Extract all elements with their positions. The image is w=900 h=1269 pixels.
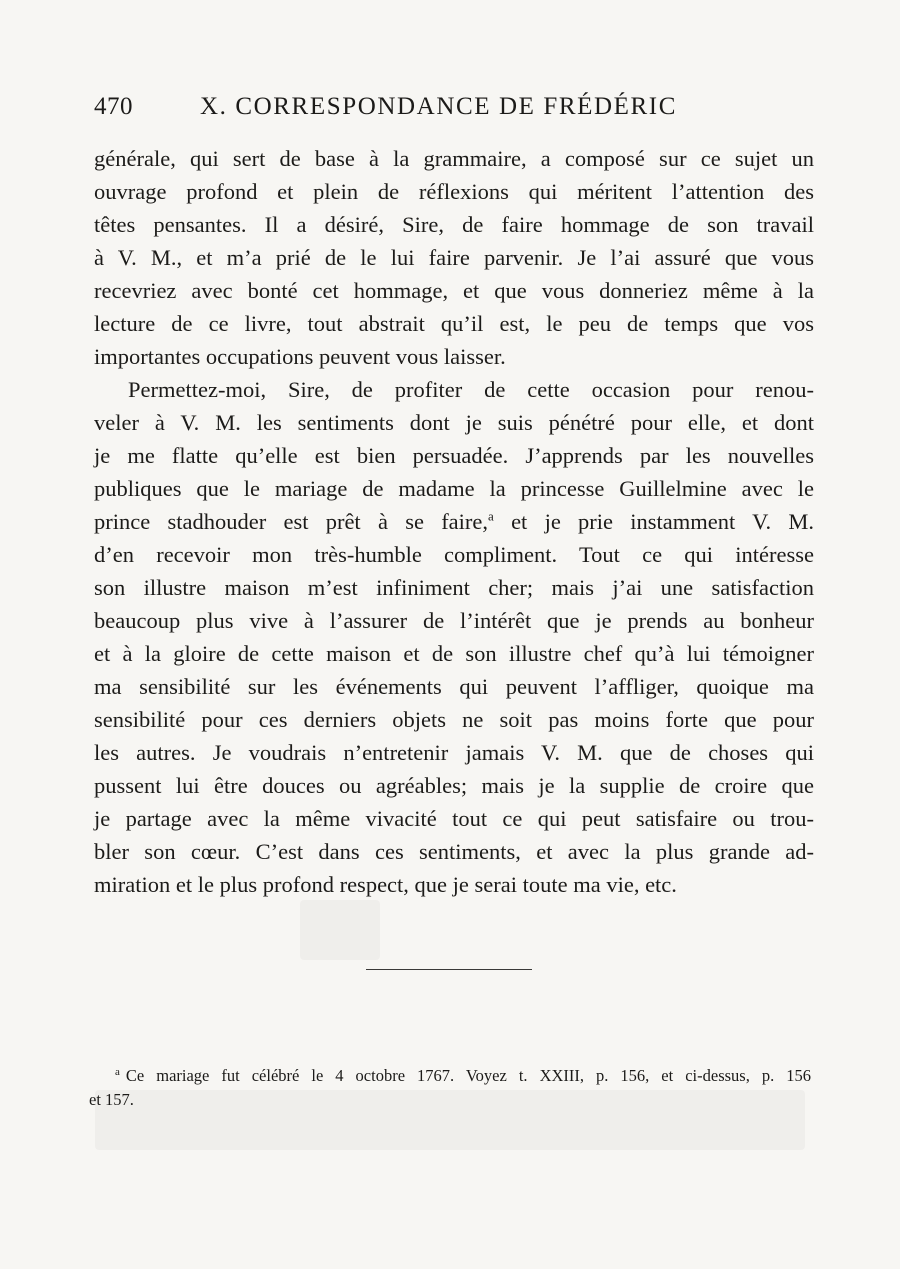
separator-rule xyxy=(366,969,532,970)
text-line: bler son cœur. C’est dans ces sentiments, et avec la plus grande ad- xyxy=(94,839,814,864)
text-line: Permettez-moi, Sire, de profiter de cette occasion pour renou- xyxy=(128,377,814,402)
footnote xyxy=(89,1064,811,1112)
footnote-text: Ce mariage fut célébré le 4 octobre 1767. Voyez t. XXIII, p. 156, et ci-dessus, p. 156 xyxy=(125,1066,811,1085)
text-line: lecture de ce livre, tout abstrait qu’il est, le peu de temps que vos xyxy=(94,311,814,336)
text-line: générale, qui sert de base à la grammaire, a composé sur ce sujet un xyxy=(94,146,814,171)
text-line: et à la gloire de cette maison et de son illustre chef qu’à lui témoigner xyxy=(94,641,814,666)
text-segment: et je prie instamment V. M. xyxy=(493,509,814,534)
text-line: je partage avec la même vivacité tout ce qui peut satisfaire ou trou- xyxy=(94,806,814,831)
text-line: ouvrage profond et plein de réflexions qui méritent l’attention des xyxy=(94,179,814,204)
text-segment: prince stadhouder est prêt à se faire, xyxy=(94,509,489,534)
body-text xyxy=(94,142,814,901)
text-line: ma sensibilité sur les événements qui peuvent l’affliger, quoique ma xyxy=(94,674,814,699)
text-line: je me flatte qu’elle est bien persuadée. J’apprends par les nouvelles xyxy=(94,443,814,468)
footnote-line: et 157. xyxy=(89,1090,134,1109)
text-line: têtes pensantes. Il a désiré, Sire, de faire hommage de son travail xyxy=(94,212,814,237)
text-line: d’en recevoir mon très-humble compliment. Tout ce qui intéresse xyxy=(94,542,814,567)
text-line: miration et le plus profond respect, que je serai toute ma vie, etc. xyxy=(94,872,677,897)
text-line: les autres. Je voudrais n’entretenir jamais V. M. que de choses qui xyxy=(94,740,814,765)
text-line: recevriez avec bonté cet hommage, et que vous donneriez même à la xyxy=(94,278,814,303)
page-number: 470 xyxy=(94,93,133,120)
text-line: sensibilité pour ces derniers objets ne soit pas moins forte que pour xyxy=(94,707,814,732)
show-through-stain xyxy=(300,900,380,960)
text-line: à V. M., et m’a prié de le lui faire parvenir. Je l’ai assuré que vous xyxy=(94,245,814,270)
footnote-line xyxy=(89,1064,811,1088)
text-line: publiques que le mariage de madame la princesse Guillelmine avec le xyxy=(94,476,814,501)
running-head xyxy=(94,93,814,127)
text-line: veler à V. M. les sentiments dont je suis pénétré pour elle, et dont xyxy=(94,410,814,435)
text-line-with-note xyxy=(94,505,814,538)
footnote-reference: a xyxy=(488,508,494,524)
text-line: importantes occupations peuvent vous laisser. xyxy=(94,344,506,369)
footnote-mark: a xyxy=(115,1065,120,1078)
text-line: beaucoup plus vive à l’assurer de l’intérêt que je prends au bonheur xyxy=(94,608,814,633)
running-title: X. CORRESPONDANCE DE FRÉDÉRIC xyxy=(200,93,678,120)
text-line: pussent lui être douces ou agréables; mais je la supplie de croire que xyxy=(94,773,814,798)
text-line: son illustre maison m’est infiniment cher; mais j’ai une satisfaction xyxy=(94,575,814,600)
